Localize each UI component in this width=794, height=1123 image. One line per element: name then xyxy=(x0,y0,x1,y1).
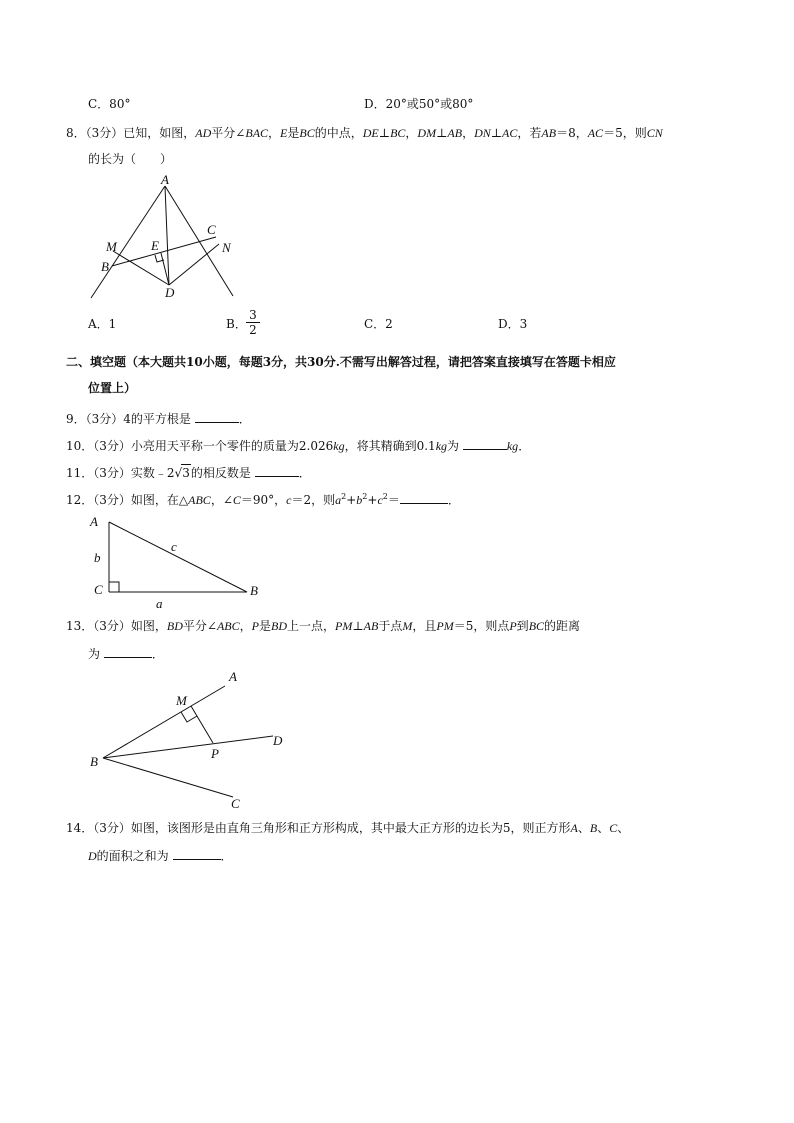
q14-question-line2: D的面积之和为 ． xyxy=(88,849,233,863)
q7-option-c: C．80° xyxy=(88,97,131,111)
q10-answer-blank[interactable] xyxy=(463,437,507,450)
q11-question: 11．（3分）实数﹣2√3的相反数是 ． xyxy=(66,466,311,480)
q12-figure xyxy=(85,512,265,612)
q8-label-e: E xyxy=(151,238,159,253)
q13-label-p: P xyxy=(211,746,219,761)
q12-label-a-side: a xyxy=(156,596,163,611)
q8-option-c: C．2 xyxy=(364,317,393,331)
q13-label-a: A xyxy=(229,669,237,684)
q12-answer-blank[interactable] xyxy=(400,491,448,504)
q12-question: 12．（3分）如图，在△ABC，∠C＝90°，c＝2，则$a^2+b^2+c^2=$ ． xyxy=(66,492,460,507)
q8-label-b: B xyxy=(101,259,109,274)
q10-question: 10．（3分）小亮用天平称一个零件的质量为2.026kg，将其精确到0.1kg为 kg． xyxy=(66,439,531,453)
q13-answer-blank[interactable] xyxy=(104,645,152,658)
q8-option-b-prefix: B． xyxy=(226,317,247,331)
q12-label-a-vertex: A xyxy=(90,514,98,529)
q7-option-d: D．20°或50°或80° xyxy=(364,97,474,111)
q8-label-n: N xyxy=(222,240,231,255)
q13-figure xyxy=(85,666,295,812)
q13-question-line2: 为 ． xyxy=(88,647,164,661)
q11-answer-blank[interactable] xyxy=(255,464,299,477)
q12-label-c-vertex: C xyxy=(94,582,103,597)
q8-figure xyxy=(85,174,245,304)
q8-label-a: A xyxy=(161,174,169,187)
q8-label-c: C xyxy=(207,222,216,237)
q14-answer-blank[interactable] xyxy=(173,847,221,860)
section-heading-line2: 位置上） xyxy=(88,381,137,395)
q9-answer-blank[interactable] xyxy=(195,410,239,423)
q8-label-d: D xyxy=(165,285,175,300)
q12-label-b-vertex: B xyxy=(250,583,258,598)
q8-label-m: M xyxy=(106,239,117,254)
q13-label-d: D xyxy=(273,733,283,748)
q8-option-d: D．3 xyxy=(498,317,528,331)
q8-question-line2: 的长为（ ） xyxy=(88,152,173,166)
q13-question-line1: 13．（3分）如图，BD平分∠ABC，P是BD上一点，PM⊥AB于点M，且PM＝5，则点P到BC的距离 xyxy=(66,619,581,633)
q12-label-b-side: b xyxy=(94,550,101,565)
q13-label-m: M xyxy=(176,693,187,708)
q9-question: 9．（3分）4的平方根是 ． xyxy=(66,412,251,426)
q14-question-line1: 14．（3分）如图，该图形是由直角三角形和正方形构成，其中最大正方形的边长为5，则正方形A、B、C、 xyxy=(66,821,630,835)
q8-option-a: A．1 xyxy=(88,317,117,331)
q8-question-line1: 8．（3分）已知，如图，AD平分∠BAC，E是BC的中点，DE⊥BC，DM⊥AB，DN⊥AC，若AB＝8，AC＝5，则CN xyxy=(66,126,663,140)
section-heading-line1: 二、填空题（本大题共10小题，每题3分，共30分.不需写出解答过程，请把答案直接填写在答题卡相应 xyxy=(66,355,616,369)
q13-label-c: C xyxy=(231,796,240,811)
q8-option-b-fraction: 3 2 xyxy=(246,308,260,337)
q12-label-c-side: c xyxy=(171,539,177,554)
q13-label-b: B xyxy=(90,754,98,769)
